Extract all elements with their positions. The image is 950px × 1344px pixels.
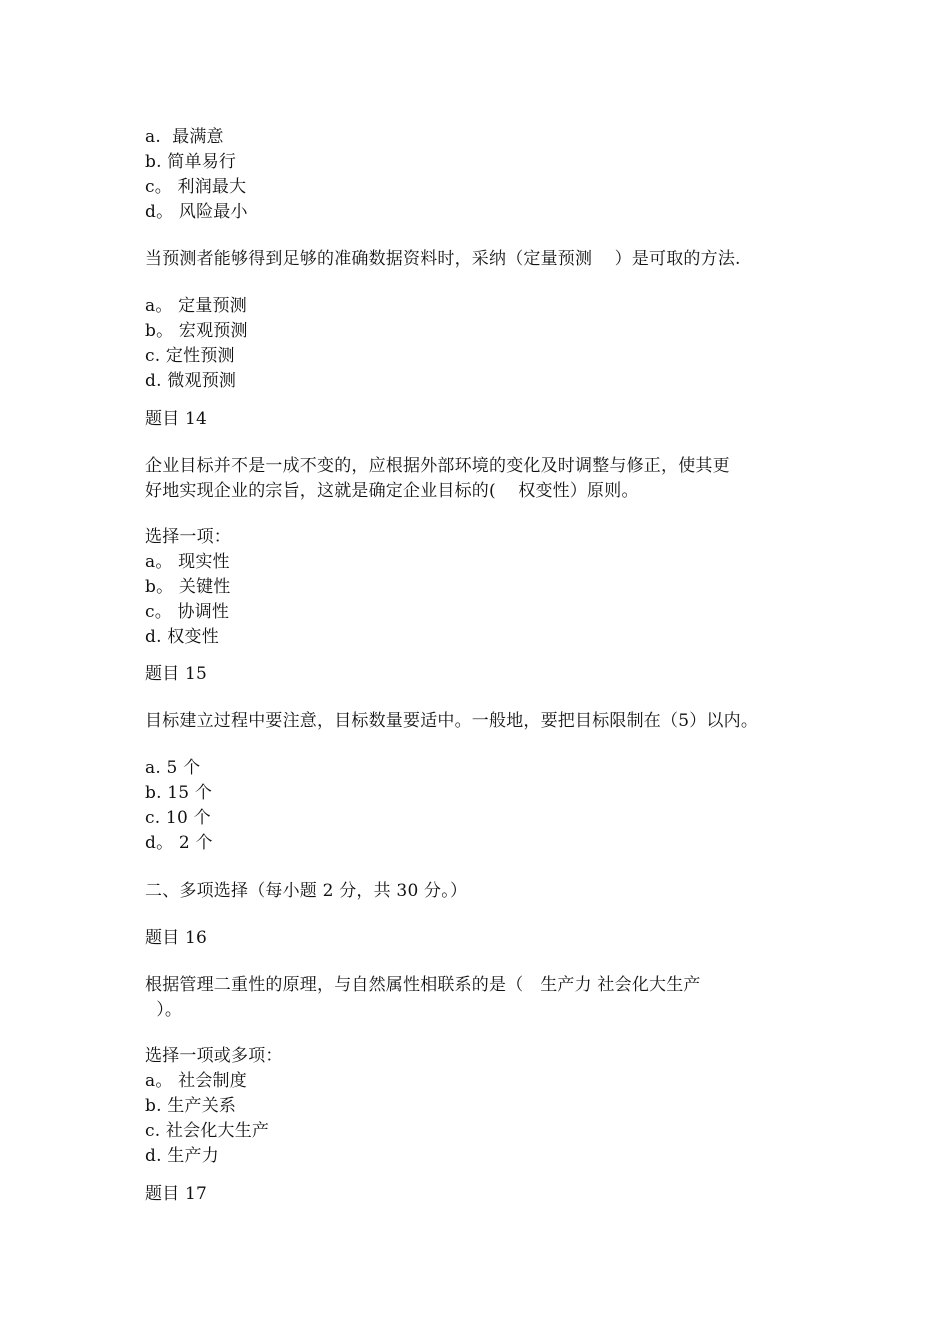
q15-option-d: d。 2 个 [145,833,213,853]
q13-option-c: c。 利润最大 [145,177,247,197]
q16-stem-line-2: ）。 [145,1000,183,1020]
q15-stem: 目标建立过程中要注意，目标数量要适中。一般地，要把目标限制在（5）以内。 [145,711,759,731]
q17-title: 题目 17 [145,1184,208,1204]
q14-prompt: 选择一项： [145,527,231,547]
q15-option-a: a. 5 个 [145,758,201,778]
q13b-option-c: c. 定性预测 [145,346,235,366]
q13b-option-b: b。 宏观预测 [145,321,248,341]
q14-option-c: c。 协调性 [145,602,230,622]
q13b-stem: 当预测者能够得到足够的准确数据资料时，采纳（定量预测 ）是可取的方法. [145,249,741,269]
q14-option-a: a。 现实性 [145,552,230,572]
q14-option-b: b。 关键性 [145,577,231,597]
q13-option-a: a. 最满意 [145,127,224,147]
q13b-option-d: d. 微观预测 [145,371,237,391]
q14-stem-line-1: 企业目标并不是一成不变的，应根据外部环境的变化及时调整与修正，使其更 [145,456,730,476]
q13b-option-a: a。 定量预测 [145,296,247,316]
q14-stem-line-2: 好地实现企业的宗旨，这就是确定企业目标的( 权变性）原则。 [145,481,639,501]
q14-option-d: d. 权变性 [145,627,219,647]
q16-option-d: d. 生产力 [145,1146,219,1166]
q16-title: 题目 16 [145,928,208,948]
q13-option-d: d。 风险最小 [145,202,248,222]
q16-stem-line-1: 根据管理二重性的原理，与自然属性相联系的是（ 生产力 社会化大生产 [145,975,701,995]
q15-option-c: c. 10 个 [145,808,211,828]
q16-option-a: a。 社会制度 [145,1071,247,1091]
q14-title: 题目 14 [145,409,208,429]
q16-option-c: c. 社会化大生产 [145,1121,270,1141]
q15-option-b: b. 15 个 [145,783,213,803]
q15-title: 题目 15 [145,664,208,684]
q16-option-b: b. 生产关系 [145,1096,237,1116]
section2-title: 二、多项选择（每小题 2 分，共 30 分。） [145,881,468,901]
q16-prompt: 选择一项或多项： [145,1046,283,1066]
q13-option-b: b. 简单易行 [145,152,237,172]
